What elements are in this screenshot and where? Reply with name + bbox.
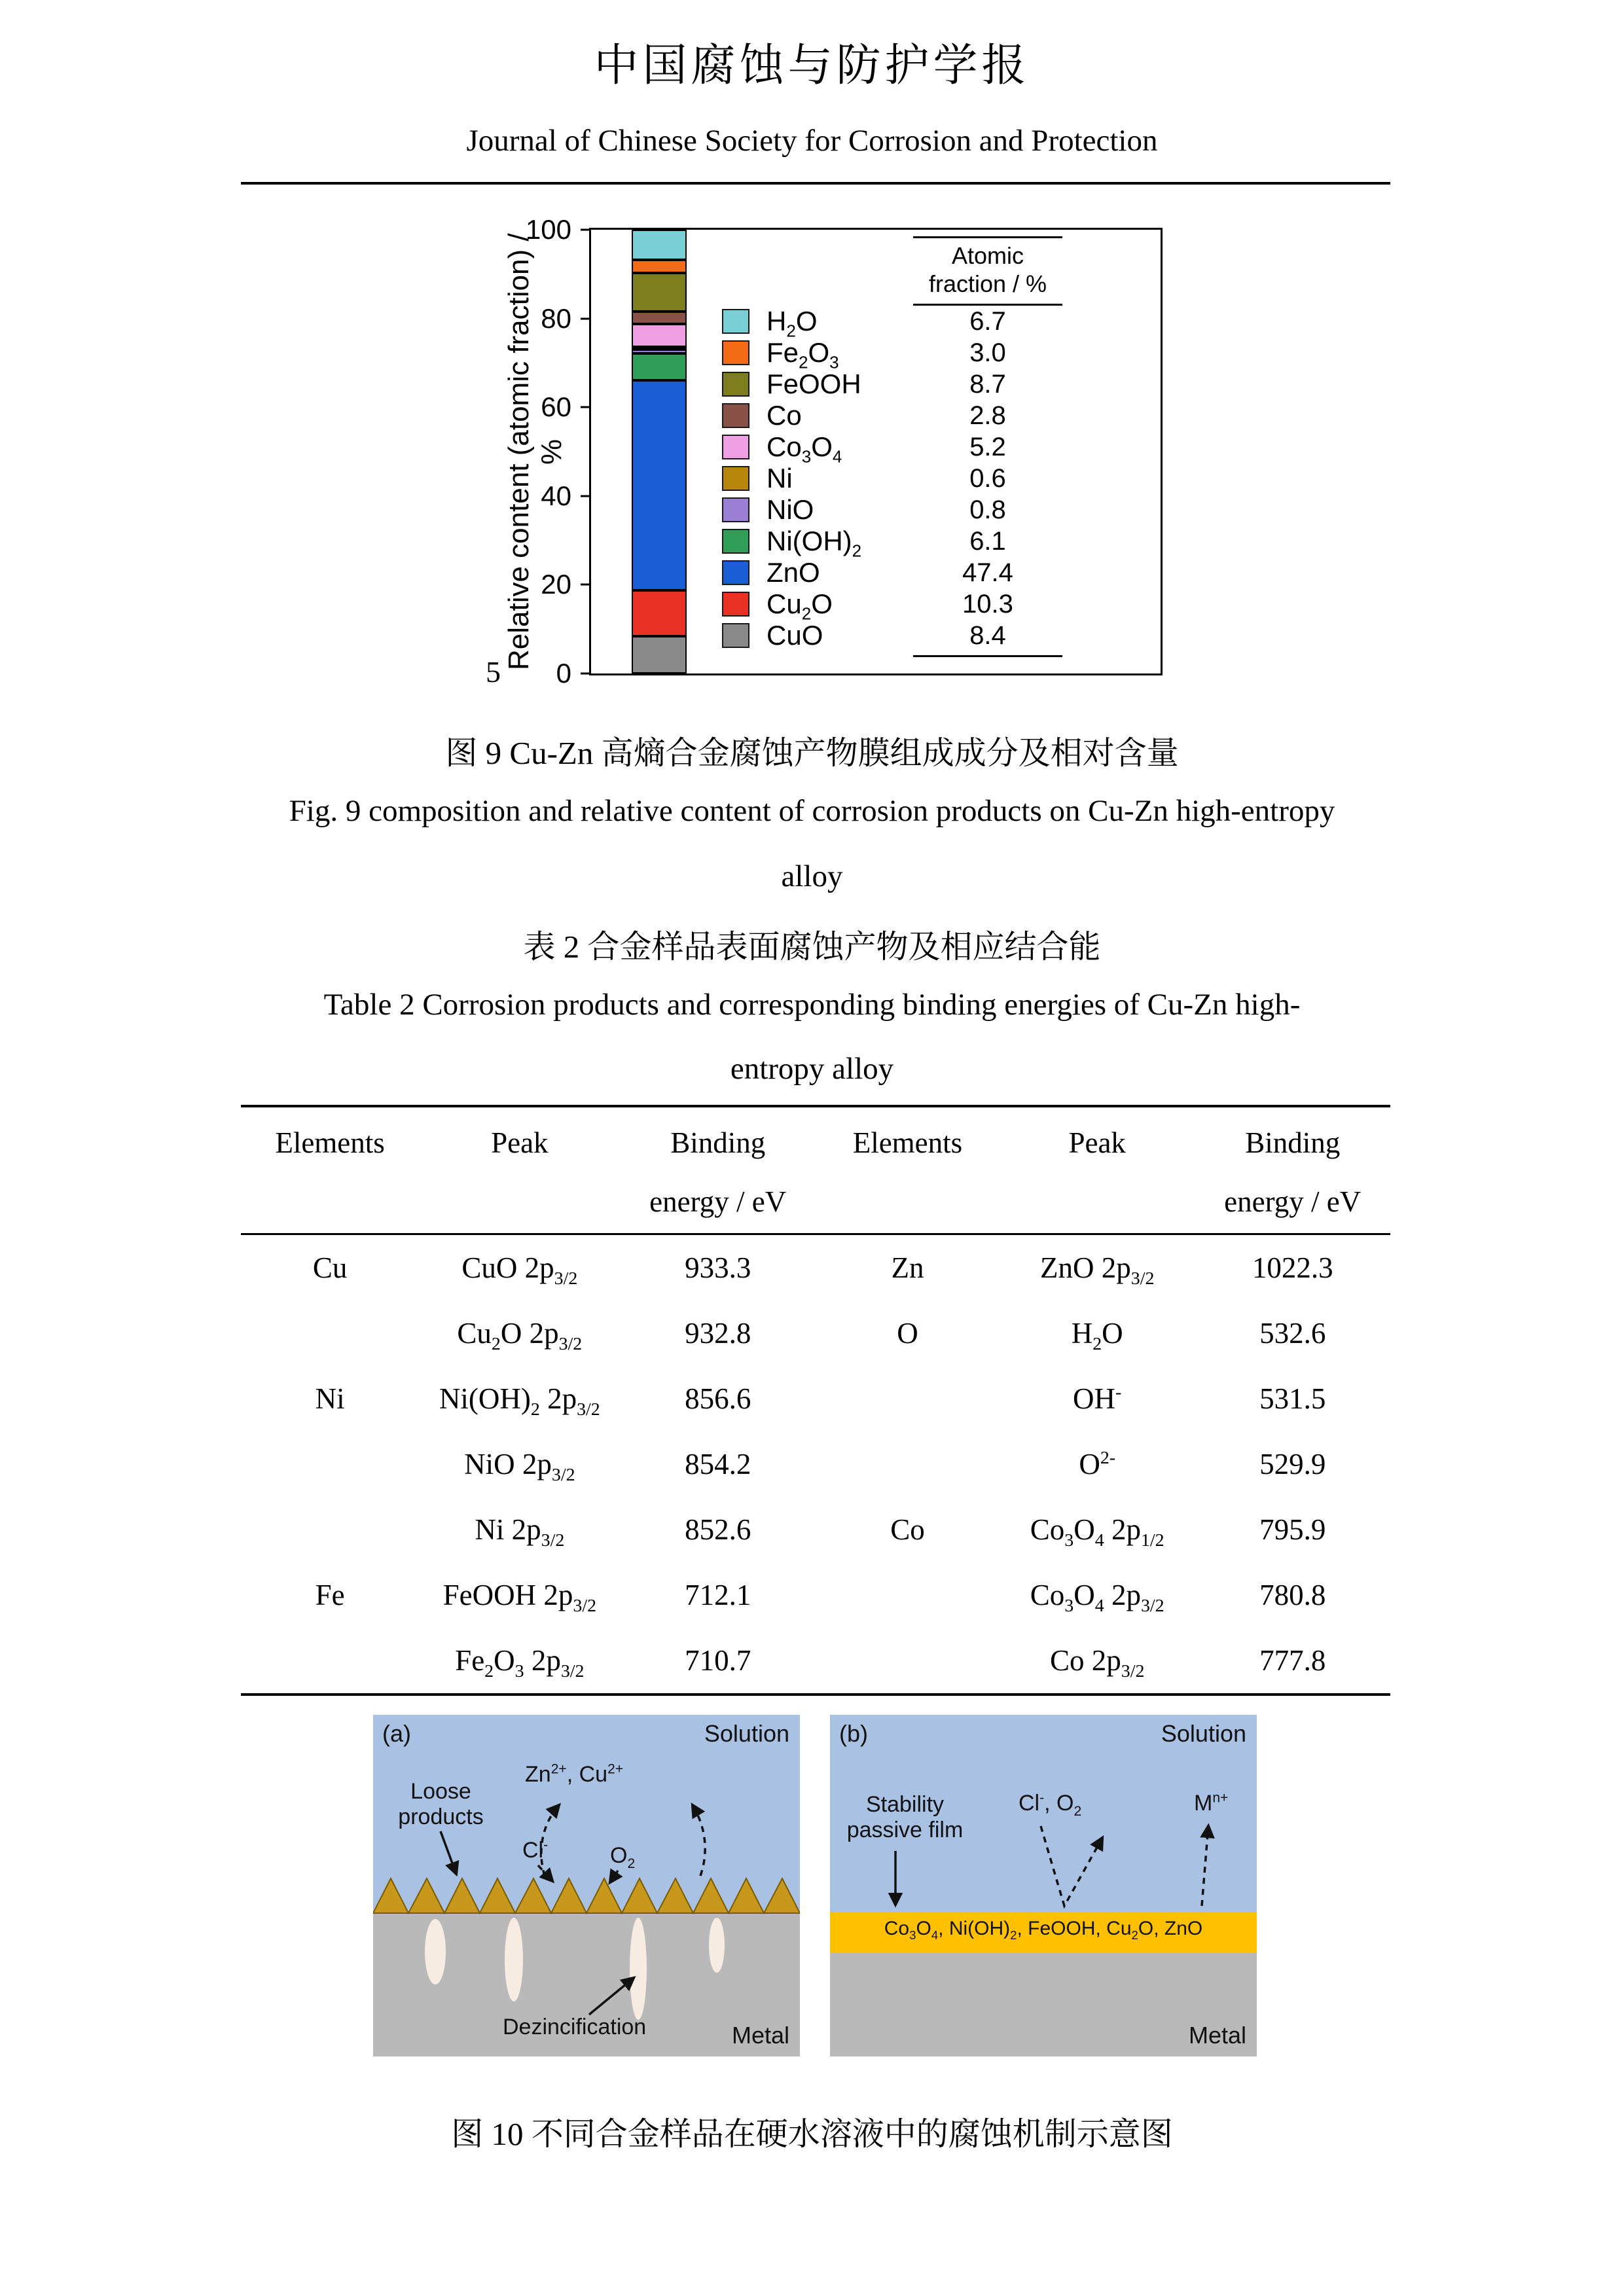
table-cell: $Ni(OH)_2$ $2p_{3/2}$ xyxy=(439,1382,600,1420)
y-tick-label: 80 xyxy=(541,302,571,334)
table-cell: 532.6 xyxy=(1259,1317,1326,1350)
loose-products-label: Loose products xyxy=(398,1779,484,1830)
table-cell: $H_2O$ xyxy=(1071,1317,1123,1354)
bar-segment-H2O xyxy=(632,230,687,259)
journal-title-zh: 中国腐蚀与防护学报 xyxy=(594,41,1030,90)
header-line2: energy / eV xyxy=(1224,1185,1362,1218)
table-row xyxy=(241,1628,1390,1693)
table-header-cell xyxy=(1000,1107,1195,1233)
table-rule-bottom xyxy=(241,1693,1390,1696)
metal-ion-label: $M^{n+}$ xyxy=(1194,1790,1229,1816)
legend-swatch xyxy=(722,340,749,365)
table-header-row xyxy=(241,1107,1390,1233)
bar-segment-Co3O4 xyxy=(632,324,687,347)
atomic-fraction-value: 5.2 xyxy=(969,432,1006,461)
table-body xyxy=(241,1235,1390,1693)
panel-a-tag: (a) xyxy=(382,1720,411,1747)
film-compounds-label: $Co_3O_4$, $Ni(OH)_2$, FeOOH, $Cu_2O$, ZnO xyxy=(884,1918,1203,1942)
table-row xyxy=(241,1366,1390,1431)
legend-swatch xyxy=(722,529,749,554)
legend-row xyxy=(722,337,1062,372)
line-number: 5 xyxy=(486,655,501,689)
table-cell: $Cu_2O$ $2p_{3/2}$ xyxy=(457,1317,583,1354)
table-header-cell xyxy=(241,1107,419,1233)
table-cell: CuO $2p_{3/2}$ xyxy=(461,1251,578,1289)
legend-label: ZnO xyxy=(767,557,820,588)
table-cell: 780.8 xyxy=(1259,1579,1326,1611)
legend-label: $Co_3O_4$ xyxy=(767,431,842,467)
legend-swatch xyxy=(722,466,749,491)
table-row xyxy=(241,1497,1390,1562)
bar-segment-Cu2O xyxy=(632,590,687,636)
y-tick-mark xyxy=(581,584,591,586)
header-line1: Elements xyxy=(852,1126,963,1159)
y-tick-label: 0 xyxy=(556,658,571,689)
table-row xyxy=(241,1431,1390,1497)
figure10 xyxy=(373,1715,1257,2056)
atomic-fraction-value: 6.1 xyxy=(969,526,1006,556)
table-cell: 795.9 xyxy=(1259,1513,1326,1546)
legend-row xyxy=(722,431,1062,467)
y-tick-mark xyxy=(581,495,591,497)
metal-label: Metal xyxy=(1188,2021,1246,2049)
table-cell: 933.3 xyxy=(685,1251,751,1284)
legend-label: $Ni(OH)_2$ xyxy=(767,526,862,561)
table-header-cell xyxy=(1195,1107,1390,1233)
atomic-fraction-value: 3.0 xyxy=(969,338,1006,367)
table-cell: Co $2p_{3/2}$ xyxy=(1049,1644,1145,1681)
table-cell: $O^{2-}$ xyxy=(1079,1448,1116,1480)
solution-label: Solution xyxy=(1161,1720,1246,1747)
figure9-caption-en-line1: Fig. 9 composition and relative content of corrosion products on Cu-Zn high-entropy xyxy=(289,794,1335,828)
table2-title-zh: 表 2 合金样品表面腐蚀产物及相应结合能 xyxy=(523,929,1101,965)
legend-swatch xyxy=(722,435,749,459)
legend-row xyxy=(722,400,1062,431)
metal-ions-label: $Zn^{2+}$, $Cu^{2+}$ xyxy=(525,1761,624,1787)
table-cell: 856.6 xyxy=(685,1382,751,1415)
table-cell: Co xyxy=(890,1513,925,1546)
panel-b-tag: (b) xyxy=(839,1720,868,1747)
table-cell: 1022.3 xyxy=(1252,1251,1333,1284)
table-row xyxy=(241,1235,1390,1300)
y-tick-label: 60 xyxy=(541,391,571,423)
legend-label: NiO xyxy=(767,494,814,525)
journal-title-en: Journal of Chinese Society for Corrosion and Protection xyxy=(466,124,1158,158)
legend-row xyxy=(722,588,1062,624)
table-header-cell xyxy=(419,1107,620,1233)
atomic-fraction-value: 6.7 xyxy=(969,306,1006,336)
legend-label: $Cu_2O$ xyxy=(767,588,833,624)
atomic-fraction-value: 47.4 xyxy=(962,558,1013,587)
legend-label: FeOOH xyxy=(767,368,861,399)
figure9-chart xyxy=(491,216,1224,713)
atomic-fraction-value: 0.6 xyxy=(969,463,1006,493)
header-line2: energy / eV xyxy=(649,1185,787,1218)
table-header-cell xyxy=(620,1107,816,1233)
y-tick-mark xyxy=(581,229,591,231)
y-tick-label: 20 xyxy=(541,569,571,600)
dezincification-label: Dezincification xyxy=(503,2015,647,2039)
table-cell: NiO $2p_{3/2}$ xyxy=(464,1448,575,1485)
table-cell: 710.7 xyxy=(685,1644,751,1677)
legend-label: CuO xyxy=(767,620,823,651)
panel-b-graphic xyxy=(830,1715,1257,2056)
oxygen-label: $O_2$ xyxy=(610,1843,636,1871)
legend-swatch xyxy=(722,560,749,585)
atomic-fraction-value: 8.7 xyxy=(969,369,1006,399)
y-tick-mark xyxy=(581,673,591,675)
table2 xyxy=(241,1105,1390,1696)
table-cell: 854.2 xyxy=(685,1448,751,1480)
legend-swatch xyxy=(722,309,749,334)
legend-swatch xyxy=(722,592,749,617)
header-line2 xyxy=(816,1185,1000,1221)
header-line2 xyxy=(1000,1185,1195,1221)
legend-swatch xyxy=(722,372,749,397)
chloride-label: Cl- xyxy=(522,1837,549,1863)
y-tick-label: 100 xyxy=(525,214,571,245)
legend-row xyxy=(722,494,1062,526)
figure10-panel-b xyxy=(830,1715,1257,2056)
table-cell: Fe xyxy=(315,1579,345,1611)
y-axis-label: Relative content (atomic fraction) / % xyxy=(503,233,568,670)
legend-label: Co xyxy=(767,400,802,431)
header-line2 xyxy=(241,1185,419,1221)
figure10-panel-a xyxy=(373,1715,800,2056)
legend-label: $H_2O$ xyxy=(767,306,818,341)
table-row xyxy=(241,1562,1390,1628)
atomic-fraction-header: Atomic fraction / % xyxy=(913,236,1062,306)
chart-legend xyxy=(722,306,1062,651)
cl-attack-arrow xyxy=(538,1865,552,1881)
legend-swatch xyxy=(722,497,749,522)
table-cell: Ni xyxy=(315,1382,345,1415)
stability-passive-film-label: Stability passive film xyxy=(846,1792,964,1843)
header-line1: Peak xyxy=(491,1126,549,1159)
table-cell: 531.5 xyxy=(1259,1382,1326,1415)
legend-label: Ni xyxy=(767,463,793,493)
table-cell: Cu xyxy=(312,1251,348,1284)
header-line2 xyxy=(419,1185,620,1221)
y-tick-label: 40 xyxy=(541,480,571,511)
figure10-caption-zh: 图 10 不同合金样品在硬水溶液中的腐蚀机制示意图 xyxy=(451,2116,1173,2152)
bar-segment-NiOH2 xyxy=(632,353,687,380)
cl-o2-label: Cl-, $O_2$ xyxy=(1019,1790,1082,1819)
table-cell: Ni $2p_{3/2}$ xyxy=(475,1513,565,1551)
table-cell: ZnO $2p_{3/2}$ xyxy=(1040,1251,1155,1289)
table2-title-en-line1: Table 2 Corrosion products and corresponding binding energies of Cu-Zn high- xyxy=(323,988,1301,1022)
dezincification-arrow xyxy=(589,1978,634,2015)
legend-swatch xyxy=(722,403,749,428)
legend-row xyxy=(722,526,1062,561)
atomic-fraction-value: 8.4 xyxy=(969,620,1006,650)
table-cell: 932.8 xyxy=(685,1317,751,1350)
table-row xyxy=(241,1300,1390,1366)
stacked-bar xyxy=(632,230,687,673)
legend-row xyxy=(722,306,1062,341)
loose-products-arrow xyxy=(441,1831,456,1874)
table-cell: $Fe_2O_3$ $2p_{3/2}$ xyxy=(455,1644,585,1681)
figure9-caption-zh: 图 9 Cu-Zn 高熵合金腐蚀产物膜组成成分及相对含量 xyxy=(445,735,1179,771)
legend-row xyxy=(722,368,1062,400)
metal-label: Metal xyxy=(731,2021,789,2049)
dezincification-channels xyxy=(425,1918,725,2020)
header-line1: Binding xyxy=(670,1126,766,1159)
bar-segment-Fe2O3 xyxy=(632,260,687,273)
y-tick-mark xyxy=(581,317,591,319)
metal-ion-release-arrow xyxy=(1202,1826,1208,1906)
table-cell: FeOOH $2p_{3/2}$ xyxy=(442,1579,597,1616)
atomic-fraction-value: 0.8 xyxy=(969,495,1006,524)
legend-row xyxy=(722,620,1062,651)
header-line1: Binding xyxy=(1245,1126,1341,1159)
legend-swatch xyxy=(722,623,749,648)
header-line1: Peak xyxy=(1068,1126,1126,1159)
header-line1: Elements xyxy=(275,1126,385,1159)
legend-row xyxy=(722,557,1062,588)
y-tick-mark xyxy=(581,406,591,408)
atomic-fraction-value: 2.8 xyxy=(969,401,1006,430)
figure9-caption-en-line2: alloy xyxy=(781,859,843,893)
table-cell: OH- xyxy=(1073,1382,1122,1415)
table-cell: Zn xyxy=(891,1251,924,1284)
table-cell: O xyxy=(897,1317,918,1350)
o2-attack-arrow xyxy=(610,1871,618,1882)
cl-o2-blocked-arrow xyxy=(1041,1826,1102,1906)
table-cell: 777.8 xyxy=(1259,1644,1326,1677)
corrosion-triangles xyxy=(373,1878,800,1913)
bar-segment-CuO xyxy=(632,636,687,673)
table-header-cell xyxy=(816,1107,1000,1233)
atomic-column-bottom-rule xyxy=(913,655,1062,657)
table2-title-en-line2: entropy alloy xyxy=(730,1052,894,1086)
bar-segment-FeOOH xyxy=(632,273,687,312)
table-cell: $Co_3O_4$ $2p_{1/2}$ xyxy=(1030,1513,1164,1551)
table-cell: 712.1 xyxy=(685,1579,751,1611)
table-cell: $Co_3O_4$ $2p_{3/2}$ xyxy=(1030,1579,1164,1616)
bar-segment-ZnO xyxy=(632,380,687,590)
table-cell: 852.6 xyxy=(685,1513,751,1546)
solution-label: Solution xyxy=(704,1720,789,1747)
header-rule xyxy=(241,182,1390,185)
atomic-fraction-value: 10.3 xyxy=(962,589,1013,619)
bar-segment-Co xyxy=(632,312,687,324)
legend-label: $Fe_2O_3$ xyxy=(767,337,839,372)
ion-release-arrow xyxy=(693,1805,705,1876)
table-cell: 529.9 xyxy=(1259,1448,1326,1480)
legend-row xyxy=(722,463,1062,494)
